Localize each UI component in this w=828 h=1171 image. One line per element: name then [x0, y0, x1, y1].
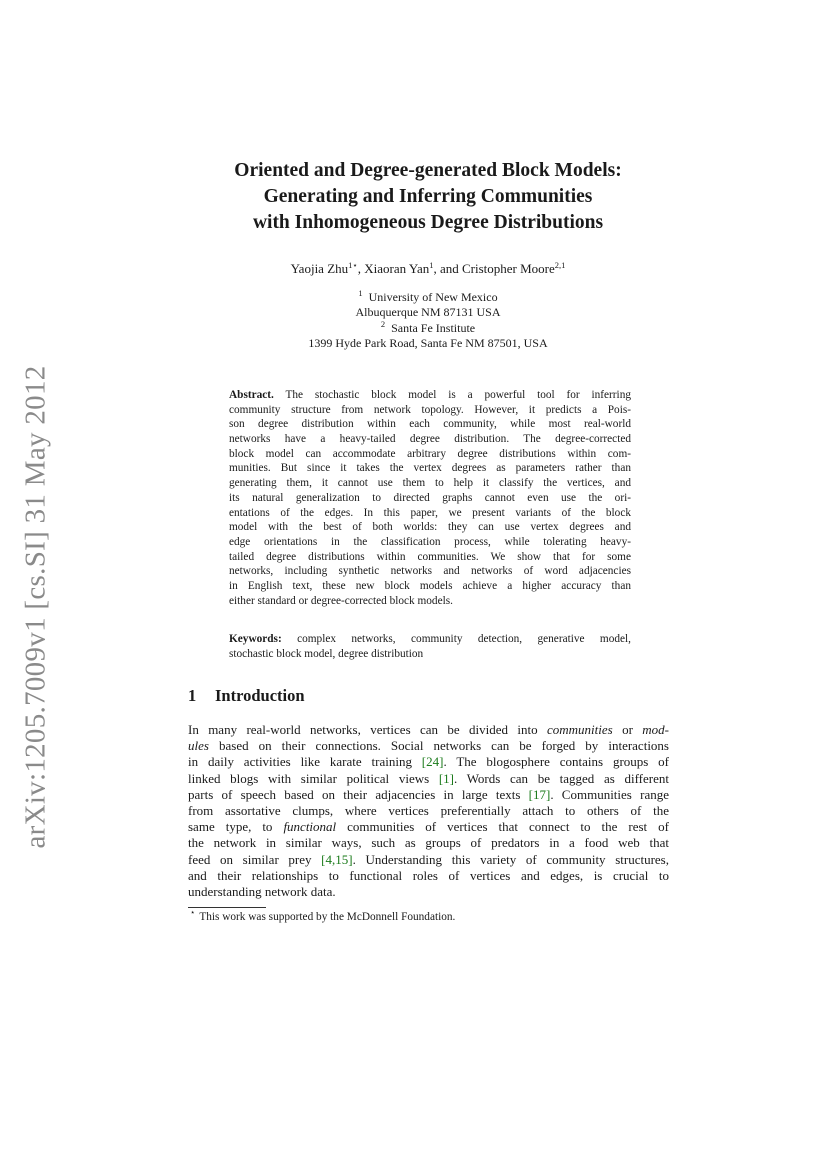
- paragraph-line: from assortative clumps, where vertices preferentially attach to others of the: [188, 802, 669, 818]
- citation-link-1[interactable]: [1]: [438, 770, 455, 786]
- author-list: [140, 261, 716, 277]
- citation-link-24[interactable]: [24]: [421, 754, 444, 770]
- abstract-line: community structure from network topology. However, it predicts a Pois-: [229, 403, 631, 416]
- title-line-1: Oriented and Degree-generated Block Models:: [234, 160, 622, 181]
- paragraph-line: in daily activities like karate training [24]. The blogosphere contains groups of: [188, 754, 670, 770]
- abstract-line: son degree distribution within each community, while most real-world: [229, 418, 631, 431]
- section-number: 1: [188, 686, 197, 705]
- keywords: [229, 632, 631, 661]
- affiliation-2-line-1: $^2$ Santa Fe Institute: [380, 318, 476, 335]
- footnote-divider: [188, 907, 266, 908]
- paragraph-line: In many real-world networks, vertices can be divided into communities or mod-: [188, 722, 669, 737]
- paragraph-line: parts of speech based on their adjacencies in large texts [17]. Communities range: [188, 786, 669, 802]
- abstract: [229, 388, 631, 608]
- abstract-line: networks have a heavy-tailed degree distribution. The degree-corrected: [229, 433, 631, 446]
- paragraph-line: feed on similar prey [4,15]. Understanding this variety of community structures,: [188, 851, 669, 867]
- citation-link-4[interactable]: [4,: [321, 851, 336, 867]
- paper-title: [140, 158, 716, 236]
- affiliation-2-line-2: 1399 Hyde Park Road, Santa Fe NM 87501, USA: [308, 335, 548, 350]
- affiliation-2-mark: 2: [380, 318, 386, 329]
- affiliation-1-line-2: Albuquerque NM 87131 USA: [355, 305, 501, 320]
- section-title: Introduction: [215, 686, 305, 705]
- abstract-line: generating them, it cannot use them to help it classify the vertices, and: [229, 477, 631, 490]
- abstract-line: munities. But since it takes the vertex degrees as parameters rather than: [229, 462, 631, 475]
- footnote-text: This work was supported by the McDonnell Foundation.: [199, 911, 456, 923]
- abstract-line: tailed degree distributions within communities. We show that for some: [229, 550, 631, 563]
- author-zhu: Yaojia Zhu: [290, 261, 349, 276]
- footnote: [188, 907, 456, 923]
- abstract-line: model with the best of both worlds: they can use vertex degrees and: [229, 521, 631, 534]
- introduction-paragraph: [188, 722, 669, 900]
- abstract-line: Abstract. The stochastic block model is a powerful tool for inferring: [229, 389, 631, 401]
- author-zhu-affiliation-mark: 1⋆: [348, 260, 358, 270]
- paragraph-line: the network in similar ways, such as groups of predators in a food web that: [188, 835, 669, 851]
- paragraph-line: same type, to functional communities of vertices that connect to the rest of: [188, 819, 669, 835]
- abstract-line: block model can accommodate arbitrary degree distributions within com-: [229, 447, 631, 460]
- title-line-2: Generating and Inferring Communities: [263, 186, 593, 207]
- abstract-label: Abstract.: [229, 389, 274, 401]
- paragraph-line: ules based on their connections. Social networks can be forged by interactions: [188, 738, 669, 754]
- arxiv-stamp-text: arXiv:1205.7009v1 [cs.SI] 31 May 2012: [19, 365, 52, 849]
- title-line-3: with Inhomogeneous Degree Distributions: [252, 212, 604, 233]
- paragraph-line: and their relationships to functional roles of vertices and edges, is crucial to: [188, 867, 669, 883]
- abstract-line: entations of the edges. In this paper, we present variants of the block: [229, 506, 631, 519]
- citation-link-15[interactable]: 15]: [335, 851, 353, 867]
- abstract-line: edge orientations in the classification process, while tolerating heavy-: [229, 535, 631, 548]
- affiliation-1-line-1: $^1$ University of New Mexico: [358, 288, 498, 304]
- author-moore-affiliation-mark: 2,1: [554, 260, 566, 270]
- author-yan-affiliation-mark: 1: [429, 260, 434, 270]
- abstract-line: in English text, these new block models achieve a higher accuracy than: [229, 579, 631, 592]
- affiliations: [140, 290, 716, 351]
- keywords-line: Keywords: complex networks, community detection, generative model,: [229, 633, 631, 645]
- keywords-label: Keywords:: [229, 633, 282, 645]
- footnote-mark: ⋆: [190, 907, 196, 917]
- author-moore: , and Cristopher Moore: [433, 261, 555, 276]
- author-yan: , Xiaoran Yan: [357, 261, 430, 276]
- section-heading-introduction: [188, 686, 305, 706]
- paragraph-line: linked blogs with similar political views [1]. Words can be tagged as different: [188, 770, 669, 786]
- abstract-line: its natural generalization to directed graphs cannot even use the ori-: [229, 491, 631, 504]
- paragraph-line: understanding network data.: [188, 883, 336, 899]
- keywords-line: stochastic block model, degree distribution: [229, 647, 424, 660]
- affiliation-1-mark: 1: [358, 288, 363, 298]
- abstract-line: networks, including synthetic networks and networks of word adjacencies: [229, 565, 631, 578]
- citation-link-17[interactable]: [17]: [528, 786, 551, 802]
- abstract-line: either standard or degree-corrected block models.: [229, 594, 453, 607]
